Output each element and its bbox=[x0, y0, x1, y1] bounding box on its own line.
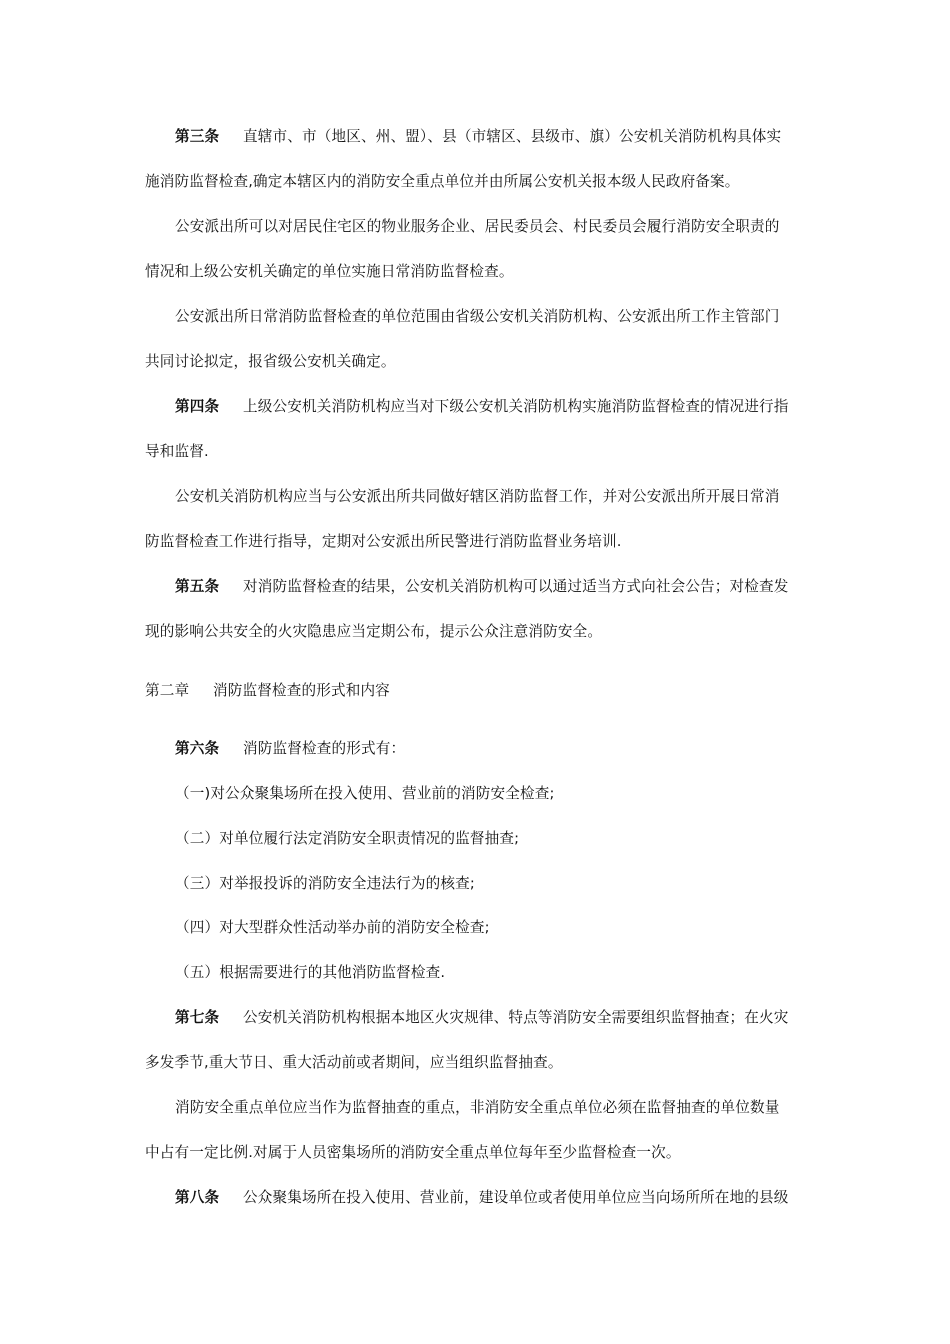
article-5-text: 对消防监督检查的结果，公安机关消防机构可以通过适当方式向社会公告；对检查发 bbox=[243, 578, 789, 595]
article-5-line-2: 现的影响公共安全的火灾隐患应当定期公布，提示公众注意消防安全。 bbox=[145, 623, 603, 640]
list-item: （五）根据需要进行的其他消防监督检查. bbox=[175, 964, 446, 981]
list-item: （二）对单位履行法定消防安全职责情况的监督抽查; bbox=[175, 830, 520, 847]
article-8-label: 第八条 bbox=[175, 1189, 220, 1206]
article-3-text: 直辖市、市（地区、州、盟）、县（市辖区、县级市、旗）公安机关消防机构具体实 bbox=[243, 128, 782, 145]
paragraph-4-line-2: 中占有一定比例.对属于人员密集场所的消防安全重点单位每年至少监督检查一次。 bbox=[145, 1144, 681, 1161]
paragraph-2-line-2: 共同讨论拟定，报省级公安机关确定。 bbox=[145, 353, 396, 370]
article-7-label: 第七条 bbox=[175, 1009, 220, 1026]
chapter-2-heading bbox=[145, 681, 815, 701]
paragraph-1-line-2: 情况和上级公安机关确定的单位实施日常消防监督检查。 bbox=[145, 263, 514, 280]
list-item: （三）对举报投诉的消防安全违法行为的核查; bbox=[175, 875, 475, 892]
article-4-text: 上级公安机关消防机构应当对下级公安机关消防机构实施消防监督检查的情况进行指 bbox=[243, 398, 789, 415]
article-3-line-1 bbox=[175, 127, 815, 147]
article-4-line-2: 导和监督. bbox=[145, 443, 209, 460]
list-item: （四）对大型群众性活动举办前的消防安全检查; bbox=[175, 919, 490, 936]
article-6-text: 消防监督检查的形式有： bbox=[243, 740, 406, 757]
chapter-2-title: 消防监督检查的形式和内容 bbox=[213, 682, 390, 699]
paragraph-3-line-1: 公安机关消防机构应当与公安派出所共同做好辖区消防监督工作，并对公安派出所开展日常消 bbox=[175, 488, 780, 505]
article-5-label: 第五条 bbox=[175, 578, 220, 595]
article-8-text: 公众聚集场所在投入使用、营业前，建设单位或者使用单位应当向场所所在地的县级 bbox=[243, 1189, 789, 1206]
article-4-line-1 bbox=[175, 397, 815, 417]
paragraph-3-line-2: 防监督检查工作进行指导，定期对公安派出所民警进行消防监督业务培训. bbox=[145, 533, 622, 550]
article-7-text: 公安机关消防机构根据本地区火灾规律、特点等消防安全需要组织监督抽查；在火灾 bbox=[243, 1009, 789, 1026]
paragraph-4-line-1: 消防安全重点单位应当作为监督抽查的重点，非消防安全重点单位必须在监督抽查的单位数量 bbox=[175, 1099, 780, 1116]
article-3-line-2: 施消防监督检查,确定本辖区内的消防安全重点单位并由所属公安机关报本级人民政府备案。 bbox=[145, 173, 740, 190]
article-7-line-2: 多发季节,重大节日、重大活动前或者期间，应当组织监督抽查。 bbox=[145, 1054, 563, 1071]
article-7-line-1 bbox=[175, 1008, 815, 1028]
article-3-label: 第三条 bbox=[175, 128, 220, 145]
chapter-2-label: 第二章 bbox=[145, 682, 190, 699]
article-6-line-1 bbox=[175, 739, 815, 759]
article-8-line-1 bbox=[175, 1188, 815, 1208]
article-5-line-1 bbox=[175, 577, 815, 597]
paragraph-1-line-1: 公安派出所可以对居民住宅区的物业服务企业、居民委员会、村民委员会履行消防安全职责的 bbox=[175, 218, 780, 235]
paragraph-2-line-1: 公安派出所日常消防监督检查的单位范围由省级公安机关消防机构、公安派出所工作主管部门 bbox=[175, 308, 780, 325]
list-item: （一)对公众聚集场所在投入使用、营业前的消防安全检查; bbox=[175, 785, 555, 802]
article-6-label: 第六条 bbox=[175, 740, 220, 757]
article-4-label: 第四条 bbox=[175, 398, 220, 415]
